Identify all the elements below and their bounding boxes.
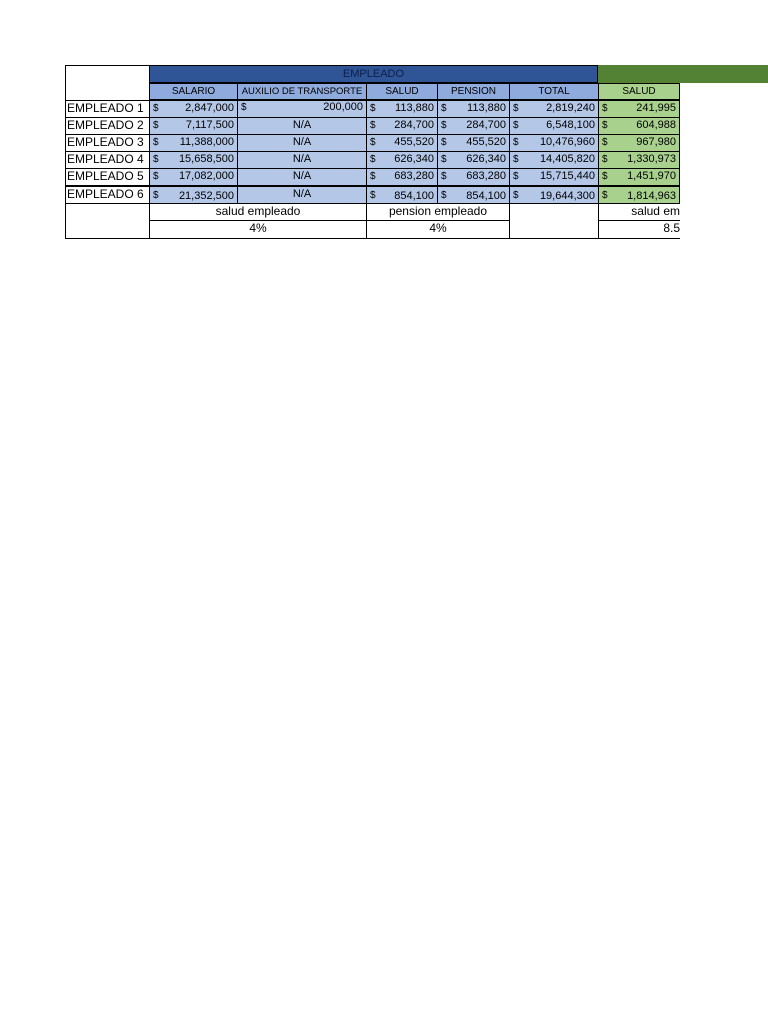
cell-pension[interactable] <box>437 117 510 135</box>
currency-symbol: $ <box>441 137 447 148</box>
amount: 284,700 <box>394 119 434 131</box>
pension-empleado-label[interactable]: pension empleado <box>366 203 510 221</box>
cell-pension[interactable] <box>437 186 510 204</box>
column-header-salud[interactable]: SALUD <box>366 83 438 100</box>
amount: 2,847,000 <box>185 102 234 114</box>
cell-salario[interactable] <box>149 100 238 118</box>
amount: 19,644,300 <box>539 190 595 202</box>
currency-symbol: $ <box>513 120 519 131</box>
cell-salario[interactable] <box>149 117 238 135</box>
group-header-employer[interactable] <box>598 65 768 83</box>
cell-total[interactable] <box>509 117 599 135</box>
cell-salud-empleador[interactable] <box>598 186 680 204</box>
cell-auxilio[interactable] <box>237 100 367 118</box>
amount: 6,548,100 <box>546 119 595 131</box>
currency-symbol: $ <box>513 137 519 148</box>
cell-auxilio[interactable]: N/A <box>237 117 367 135</box>
currency-symbol: $ <box>441 190 447 201</box>
currency-symbol: $ <box>153 171 159 182</box>
currency-symbol: $ <box>602 190 608 201</box>
cell-salud-empleador[interactable] <box>598 134 680 152</box>
column-header-salario[interactable]: SALARIO <box>149 83 238 100</box>
currency-symbol: $ <box>602 103 608 114</box>
amount: 1,330,973 <box>627 153 676 165</box>
amount: 200,000 <box>323 101 363 113</box>
salud-empleador-rate[interactable]: 8.5 <box>598 220 680 239</box>
cell-salud[interactable] <box>366 100 438 118</box>
currency-symbol: $ <box>370 120 376 131</box>
footer-empty-total[interactable] <box>509 203 599 239</box>
corner-cell[interactable] <box>65 65 150 101</box>
cell-auxilio[interactable]: N/A <box>237 186 367 204</box>
cell-pension[interactable] <box>437 134 510 152</box>
cell-salario[interactable] <box>149 151 238 169</box>
cell-total[interactable] <box>509 186 599 204</box>
cell-salud[interactable] <box>366 134 438 152</box>
footer-empty-label[interactable] <box>65 203 150 239</box>
cell-salud[interactable] <box>366 168 438 186</box>
row-label[interactable]: EMPLEADO 2 <box>65 117 150 135</box>
currency-symbol: $ <box>441 103 447 114</box>
currency-symbol: $ <box>513 103 519 114</box>
cell-pension[interactable] <box>437 100 510 118</box>
cell-pension[interactable] <box>437 168 510 186</box>
currency-symbol: $ <box>153 103 159 114</box>
row-label[interactable]: EMPLEADO 5 <box>65 168 150 186</box>
cell-auxilio[interactable]: N/A <box>237 151 367 169</box>
currency-symbol: $ <box>513 190 519 201</box>
column-header-total[interactable]: TOTAL <box>509 83 599 100</box>
currency-symbol: $ <box>153 154 159 165</box>
cell-salud-empleador[interactable] <box>598 100 680 118</box>
cell-total[interactable] <box>509 151 599 169</box>
column-header-pension[interactable]: PENSION <box>437 83 510 100</box>
amount: 284,700 <box>466 119 506 131</box>
currency-symbol: $ <box>370 103 376 114</box>
amount: 854,100 <box>394 190 434 202</box>
amount: 455,520 <box>394 136 434 148</box>
cell-pension[interactable] <box>437 151 510 169</box>
salud-empleado-rate[interactable]: 4% <box>149 220 367 239</box>
amount: 1,451,970 <box>627 170 676 182</box>
currency-symbol: $ <box>441 154 447 165</box>
cell-salario[interactable] <box>149 168 238 186</box>
group-header-employee[interactable]: EMPLEADO <box>149 65 598 83</box>
amount: 113,880 <box>395 102 434 114</box>
currency-symbol: $ <box>370 190 376 201</box>
cell-total[interactable] <box>509 100 599 118</box>
cell-salud[interactable] <box>366 117 438 135</box>
currency-symbol: $ <box>370 137 376 148</box>
amount: 455,520 <box>466 136 506 148</box>
cell-total[interactable] <box>509 134 599 152</box>
currency-symbol: $ <box>441 120 447 131</box>
currency-symbol: $ <box>602 120 608 131</box>
cell-salario[interactable] <box>149 134 238 152</box>
cell-total[interactable] <box>509 168 599 186</box>
amount: 683,280 <box>394 170 434 182</box>
currency-symbol: $ <box>513 171 519 182</box>
cell-salud[interactable] <box>366 151 438 169</box>
amount: 604,988 <box>636 119 676 131</box>
amount: 626,340 <box>466 153 506 165</box>
currency-symbol: $ <box>441 171 447 182</box>
currency-symbol: $ <box>370 171 376 182</box>
amount: 10,476,960 <box>539 136 595 148</box>
currency-symbol: $ <box>513 154 519 165</box>
amount: 626,340 <box>394 153 434 165</box>
cell-salud-empleador[interactable] <box>598 151 680 169</box>
amount: 11,388,000 <box>179 136 234 148</box>
cell-salud-empleador[interactable] <box>598 117 680 135</box>
amount: 21,352,500 <box>178 190 234 202</box>
amount: 113,880 <box>467 102 506 114</box>
row-label[interactable]: EMPLEADO 1 <box>65 100 150 118</box>
amount: 14,405,820 <box>539 153 595 165</box>
currency-symbol: $ <box>153 137 159 148</box>
amount: 241,995 <box>636 102 676 114</box>
amount: 683,280 <box>466 170 506 182</box>
amount: 854,100 <box>466 190 506 202</box>
salud-empleado-label[interactable]: salud empleado <box>149 203 367 221</box>
amount: 15,658,500 <box>178 153 234 165</box>
currency-symbol: $ <box>153 190 159 201</box>
cell-salud-empleador[interactable] <box>598 168 680 186</box>
currency-symbol: $ <box>153 120 159 131</box>
currency-symbol: $ <box>602 154 608 165</box>
salud-empleador-label[interactable]: salud em <box>598 203 680 221</box>
currency-symbol: $ <box>602 137 608 148</box>
row-label[interactable]: EMPLEADO 3 <box>65 134 150 152</box>
cell-auxilio[interactable]: N/A <box>237 168 367 186</box>
currency-symbol: $ <box>370 154 376 165</box>
column-header-auxilio[interactable]: AUXILIO DE TRANSPORTE <box>237 83 367 100</box>
pension-empleado-rate[interactable]: 4% <box>366 220 510 239</box>
row-label[interactable]: EMPLEADO 6 <box>65 186 150 204</box>
cell-auxilio[interactable]: N/A <box>237 134 367 152</box>
amount: 1,814,963 <box>627 190 676 202</box>
currency-symbol: $ <box>602 171 608 182</box>
cell-salario[interactable] <box>149 186 238 204</box>
currency-symbol: $ <box>241 102 247 113</box>
cell-salud[interactable] <box>366 186 438 204</box>
amount: 967,980 <box>636 136 676 148</box>
column-header-salud-empleador[interactable]: SALUD <box>598 83 680 100</box>
amount: 15,715,440 <box>539 170 595 182</box>
amount: 2,819,240 <box>546 102 595 114</box>
row-label[interactable]: EMPLEADO 4 <box>65 151 150 169</box>
amount: 17,082,000 <box>178 170 234 182</box>
amount: 7,117,500 <box>185 119 234 131</box>
